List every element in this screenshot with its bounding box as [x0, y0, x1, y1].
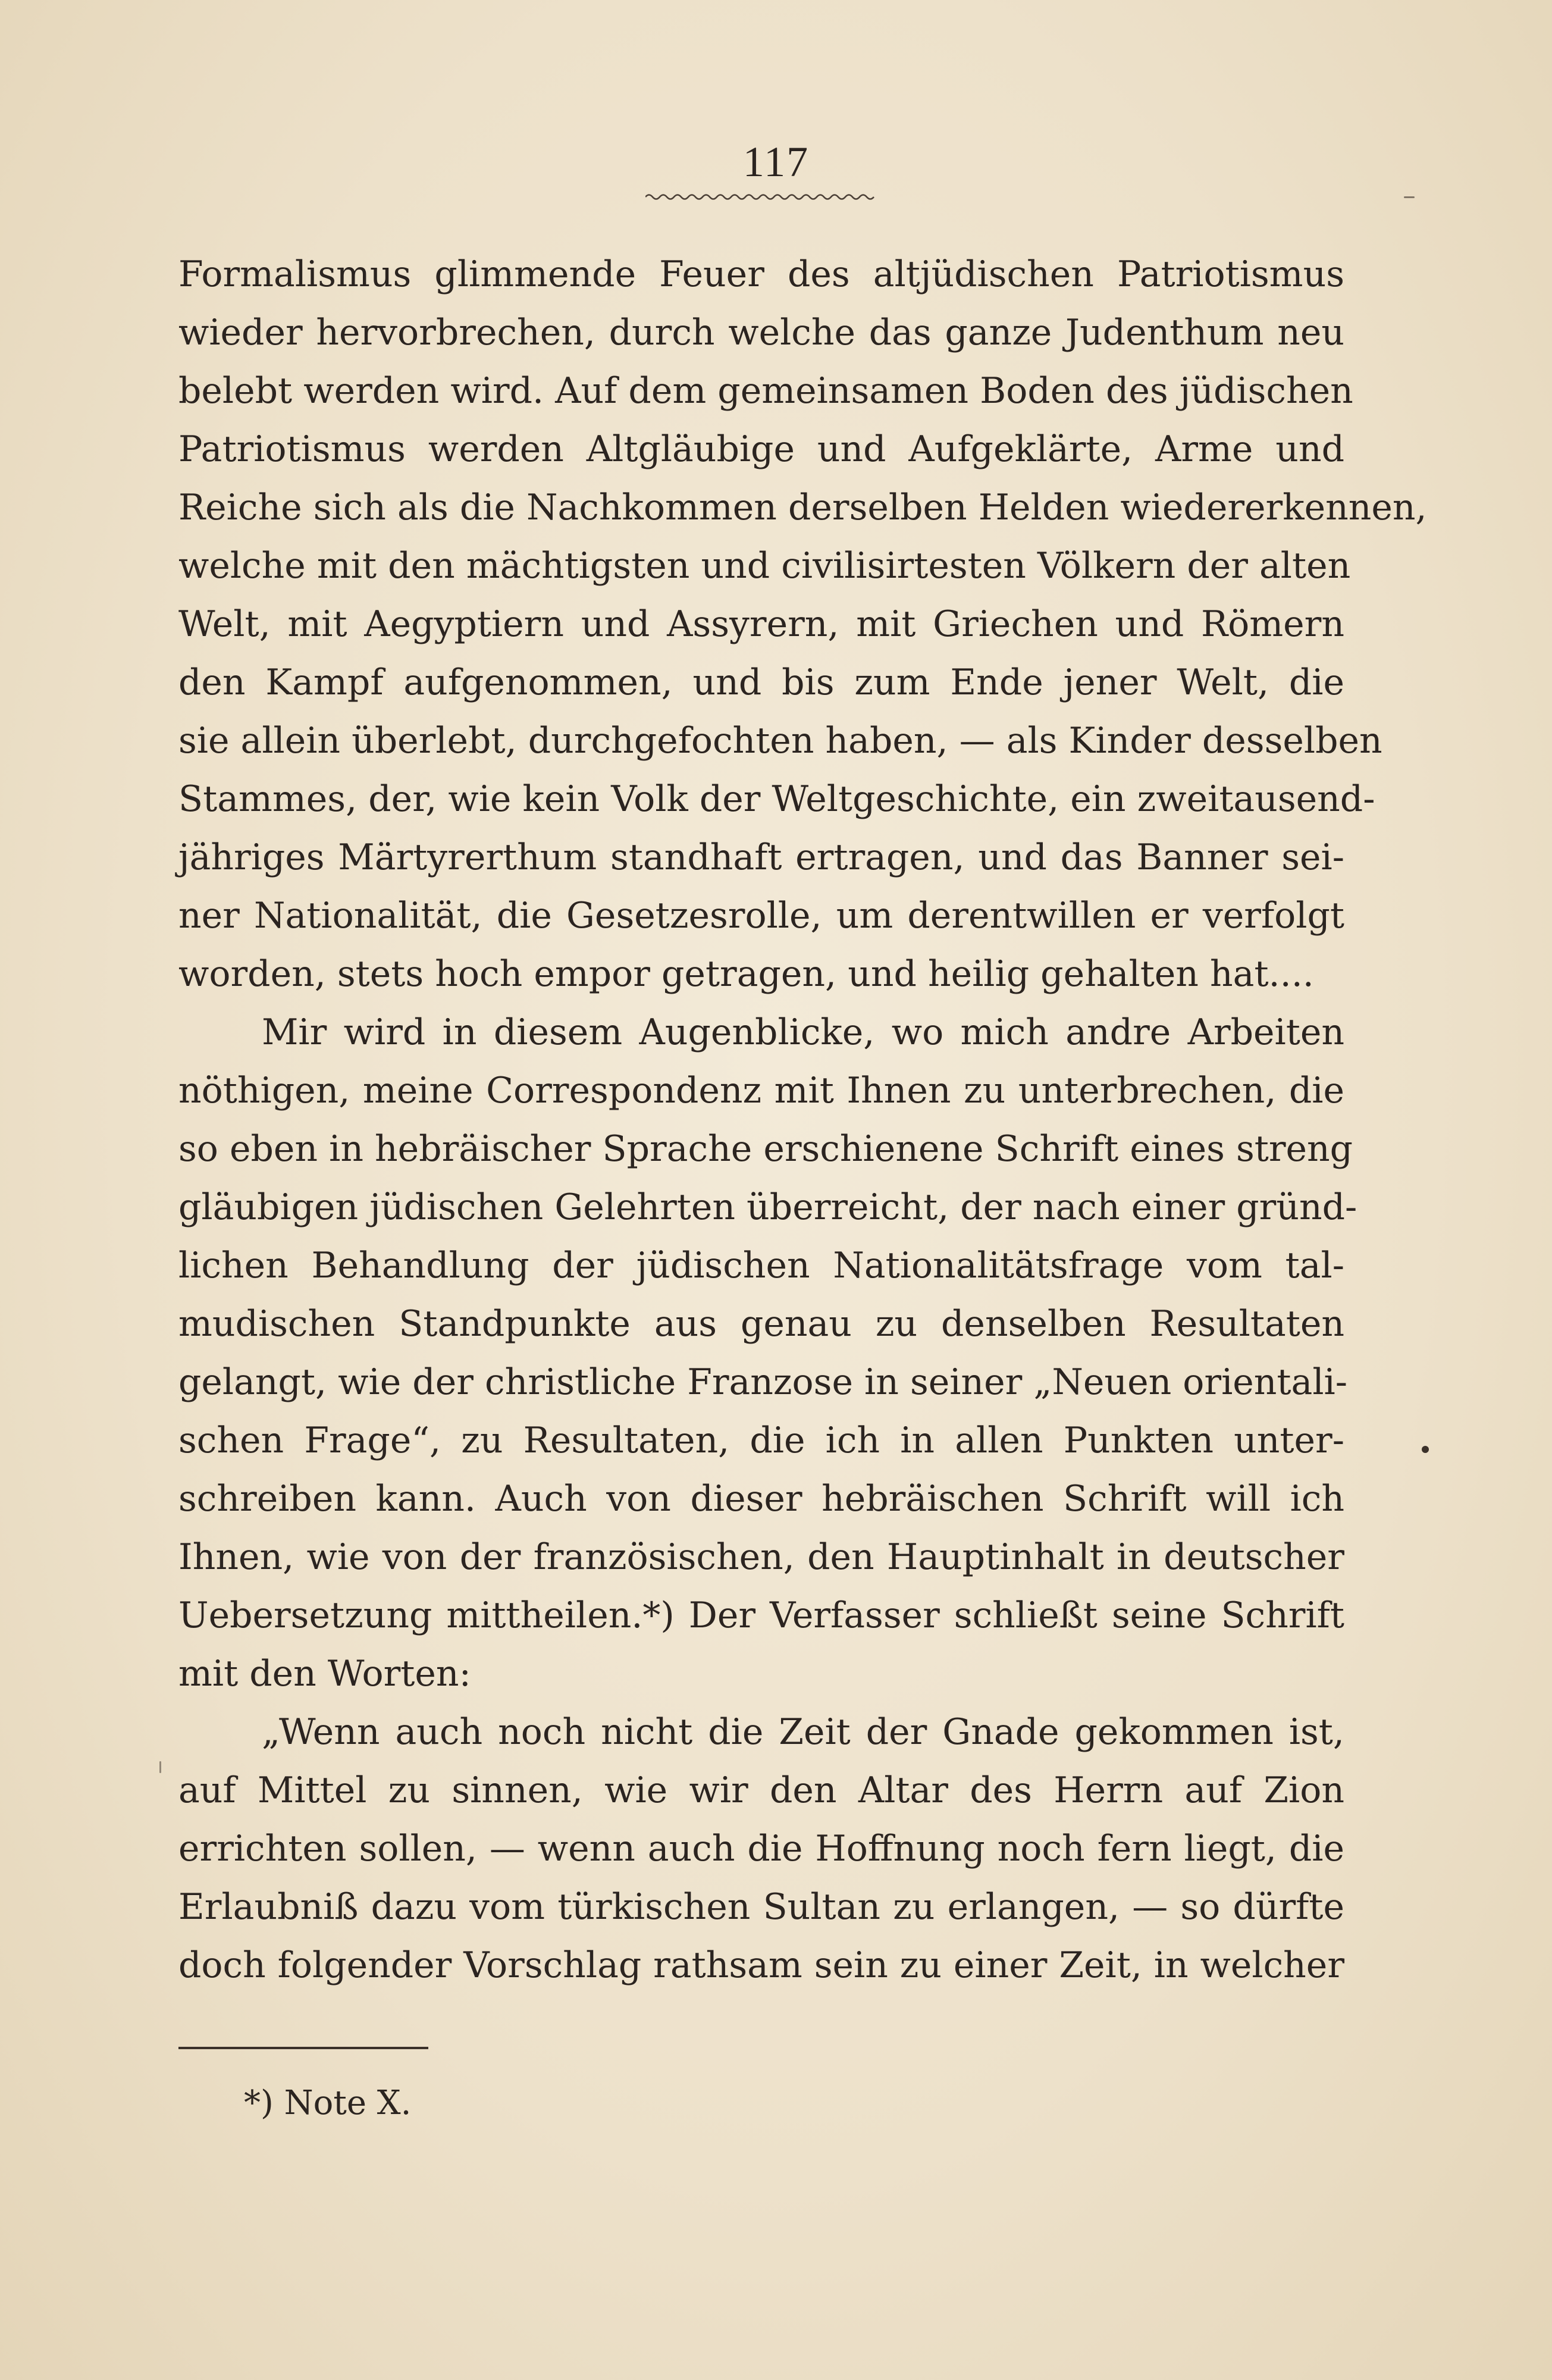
footnote-divider	[178, 2047, 428, 2049]
ink-speck	[1422, 1446, 1429, 1453]
text-line: den Kampf aufgenommen, und bis zum Ende jener Welt, die	[178, 662, 1344, 703]
wavy-ornament	[645, 192, 877, 202]
text-line: ner Nationalität, die Gesetzesrolle, um derentwillen er verfolgt	[178, 895, 1344, 937]
text-line: „Wenn auch noch nicht die Zeit der Gnade gekommen ist,	[262, 1711, 1344, 1753]
text-line: schen Frage“, zu Resultaten, die ich in allen Punkten unter-	[178, 1420, 1344, 1461]
body-text	[178, 245, 1427, 1994]
text-line: belebt werden wird. Auf dem gemeinsamen Boden des jüdischen	[178, 370, 1353, 412]
text-line: mudischen Standpunkte aus genau zu denselben Resultaten	[178, 1303, 1344, 1345]
text-line: schreiben kann. Auch von dieser hebräischen Schrift will ich	[178, 1478, 1344, 1520]
text-line: worden, stets hoch empor getragen, und heilig gehalten hat....	[178, 953, 1314, 995]
text-line: gelangt, wie der christliche Franzose in seiner „Neuen orientali-	[178, 1361, 1347, 1403]
text-line: lichen Behandlung der jüdischen Nationalitätsfrage vom tal-	[178, 1245, 1344, 1286]
text-line: Stammes, der, wie kein Volk der Weltgeschichte, ein zweitausend-	[178, 778, 1375, 820]
text-line: nöthigen, meine Correspondenz mit Ihnen zu unterbrechen, die	[178, 1070, 1344, 1111]
page-number: 117	[742, 138, 810, 186]
text-line: jähriges Märtyrerthum standhaft ertragen, und das Banner sei-	[178, 837, 1344, 878]
text-line: Erlaubniß dazu vom türkischen Sultan zu erlangen, — so dürfte	[178, 1886, 1344, 1928]
text-line: so eben in hebräischer Sprache erschienene Schrift eines streng	[178, 1128, 1353, 1170]
text-line: Mir wird in diesem Augenblicke, wo mich andre Arbeiten	[262, 1012, 1344, 1053]
ink-speck	[1404, 196, 1415, 198]
text-line: gläubigen jüdischen Gelehrten überreicht, der nach einer gründ-	[178, 1186, 1357, 1228]
text-line: Formalismus glimmende Feuer des altjüdischen Patriotismus	[178, 253, 1344, 295]
text-line: Uebersetzung mittheilen.*) Der Verfasser schließt seine Schrift	[178, 1595, 1344, 1636]
text-line: welche mit den mächtigsten und civilisirtesten Völkern der alten	[178, 545, 1351, 587]
text-line: Patriotismus werden Altgläubige und Aufgeklärte, Arme und	[178, 428, 1344, 470]
text-line: auf Mittel zu sinnen, wie wir den Altar des Herrn auf Zion	[178, 1770, 1344, 1811]
ink-speck	[159, 1761, 161, 1773]
text-line: Ihnen, wie von der französischen, den Hauptinhalt in deutscher	[178, 1536, 1344, 1578]
text-line: Reiche sich als die Nachkommen derselben Helden wiedererkennen,	[178, 487, 1427, 528]
text-line: errichten sollen, — wenn auch die Hoffnung noch fern liegt, die	[178, 1828, 1344, 1869]
text-line: wieder hervorbrechen, durch welche das ganze Judenthum neu	[178, 312, 1344, 353]
text-line: Welt, mit Aegyptiern und Assyrern, mit Griechen und Römern	[178, 603, 1344, 645]
text-line: mit den Worten:	[178, 1653, 471, 1695]
text-line: doch folgender Vorschlag rathsam sein zu einer Zeit, in welcher	[178, 1944, 1344, 1986]
footnote: *) Note X.	[244, 2084, 412, 2122]
text-line: sie allein überlebt, durchgefochten haben, — als Kinder desselben	[178, 720, 1382, 762]
